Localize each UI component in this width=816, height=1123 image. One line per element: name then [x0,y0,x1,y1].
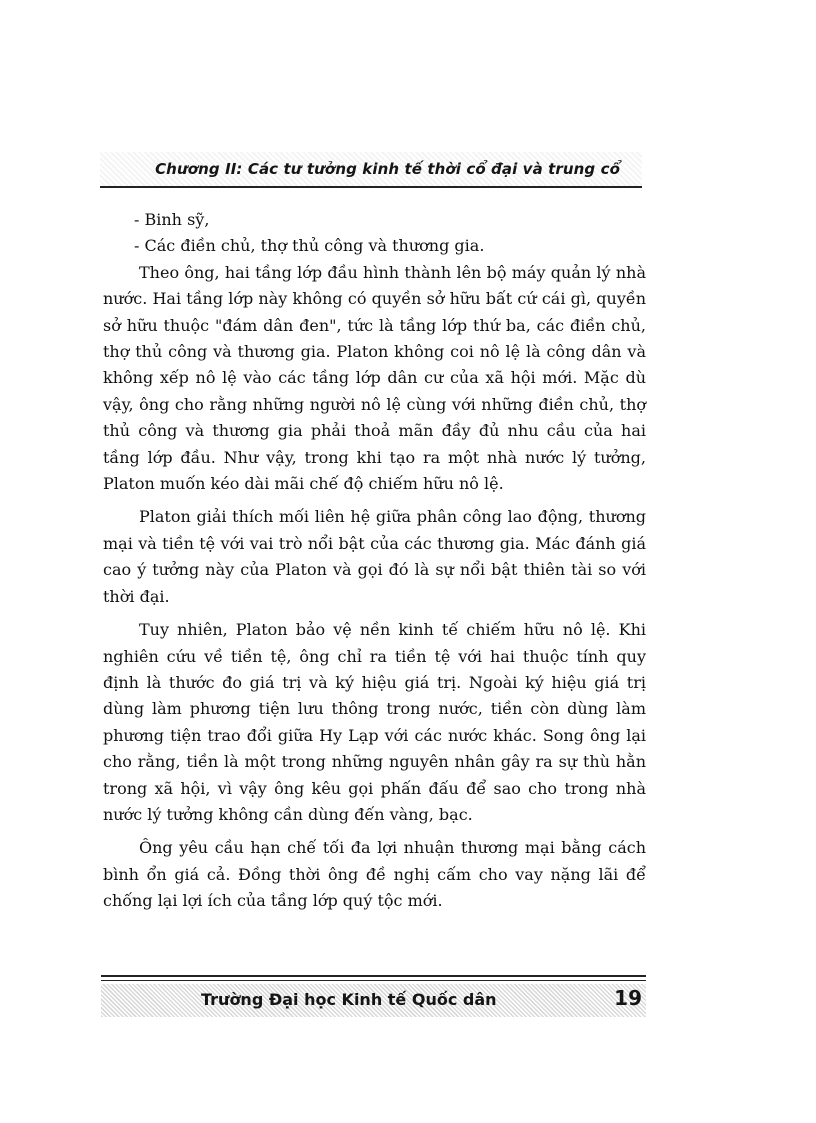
paragraph: Ông yêu cầu hạn chế tối đa lợi nhuận thương mại bằng cách bình ổn giá cả. Đồng thời ông đề nghị cấm cho vay nặng lãi để chống lại lợi ích của tầng lớp quý tộc mới. [103,838,646,911]
running-footer [101,975,646,1019]
footer-rule [101,975,646,977]
paragraph: Theo ông, hai tầng lớp đầu hình thành lên bộ máy quản lý nhà nước. Hai tầng lớp này không có quyền sở hữu bất cứ cái gì, quyền sở hữu thuộc "đám dân đen", tức là tầng lớp thứ ba, các điền chủ, thợ thủ công và thương gia. Platon không coi nô lệ là công dân và không xếp nô lệ vào các tầng lớp dân cư của xã hội mới. Mặc dù vậy, ông cho rằng những người nô lệ cùng với những điền chủ, thợ thủ công và thương gia phải thoả mãn đầy đủ nhu cầu của hai tầng lớp đầu. Như vậy, trong khi tạo ra một nhà nước lý tưởng, Platon muốn kéo dài mãi chế độ chiếm hữu nô lệ. [103,262,646,494]
page-body [103,207,646,915]
header-rule [100,186,642,188]
page-number: 19 [614,986,642,1010]
footer-band [101,984,646,1017]
paragraph: Platon giải thích mối liên hệ giữa phân công lao động, thương mại và tiền tệ với vai trò nổi bật của các thương gia. Mác đánh giá cao ý tưởng này của Platon và gọi đó là sự nổi bật thiên tài so với thời đại. [103,507,646,606]
chapter-title: Chương II: Các tư tưởng kinh tế thời cổ đại và trung cổ [155,160,620,178]
running-header [100,152,642,188]
university-name: Trường Đại học Kinh tế Quốc dân [201,990,497,1009]
list-item: - Binh sỹ, [134,210,210,229]
list-item: - Các điền chủ, thợ thủ công và thương gia. [134,236,485,256]
footer-rule [101,980,646,981]
paragraph: Tuy nhiên, Platon bảo vệ nền kinh tế chiếm hữu nô lệ. Khi nghiên cứu về tiền tệ, ông chỉ ra tiền tệ với hai thuộc tính quy định là thước đo giá trị và ký hiệu giá trị. Ngoài ký hiệu giá trị dùng làm phương tiện lưu thông trong nước, tiền còn dùng làm phương tiện trao đổi giữa Hy Lạp với các nước khác. Song ông lại cho rằng, tiền là một trong những nguyên nhân gây ra sự thù hằn trong xã hội, vì vậy ông kêu gọi phấn đấu để sao cho trong nhà nước lý tưởng không cần dùng đến vàng, bạc. [103,620,646,824]
